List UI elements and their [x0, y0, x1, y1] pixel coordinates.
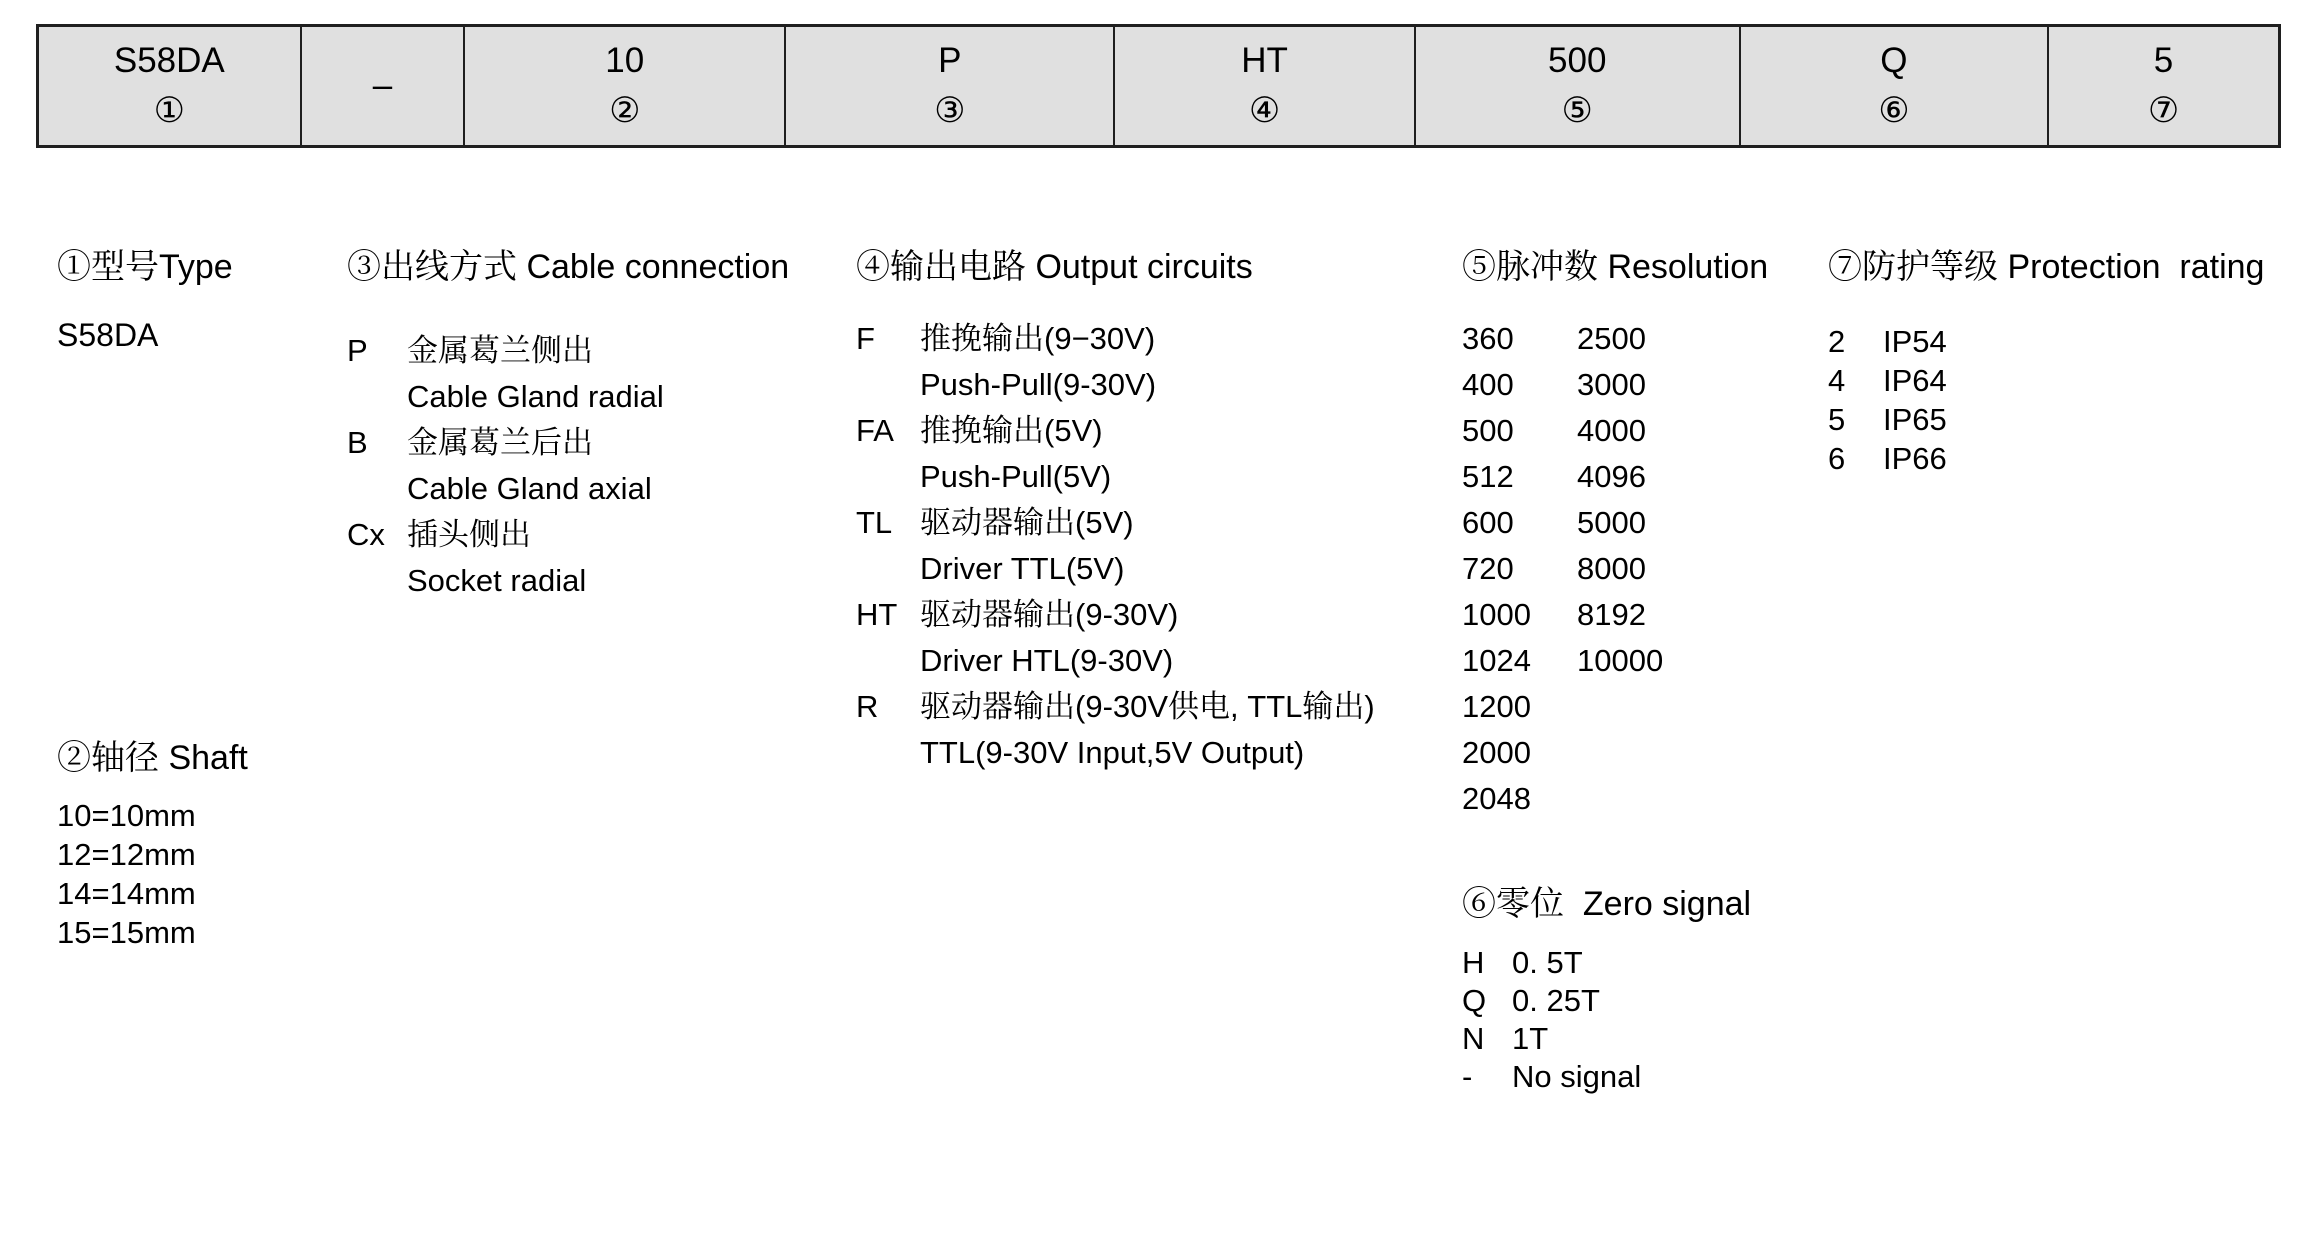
model-code-table [36, 24, 2281, 148]
section-protection-rating [1828, 247, 2264, 478]
section-zero-signal [1462, 884, 1751, 1096]
option-label-en: Cable Gland radial [407, 379, 664, 414]
option-label: IP65 [1883, 402, 1947, 437]
model-code-cell-protection [2049, 27, 2278, 145]
model-code-value: HT [1241, 41, 1288, 80]
option-label: 12=12mm [57, 837, 196, 872]
option-label-cn: 驱动器输出(9-30V) [920, 597, 1179, 632]
option-code: Cx [347, 517, 385, 552]
option-row [347, 466, 789, 512]
section-cable-connection [347, 247, 789, 604]
resolution-value: 2048 [1462, 781, 1531, 816]
option-row [856, 454, 1375, 500]
model-code-value: 10 [605, 41, 645, 80]
resolution-column-2 [1577, 316, 1663, 822]
section-title: ①型号Type [57, 248, 233, 286]
option-label-cn: 推挽输出(5V) [920, 413, 1103, 448]
option-label-cn: 插头侧出 [407, 517, 531, 552]
option-row [1828, 322, 2264, 361]
option-code-spacer [347, 374, 407, 420]
option-code: R [856, 689, 879, 724]
resolution-value: 500 [1462, 413, 1514, 448]
option-code: 6 [1828, 441, 1846, 476]
output-option-list [856, 316, 1375, 776]
resolution-columns [1462, 316, 1768, 822]
option-row [856, 730, 1375, 776]
section-type [57, 247, 233, 353]
resolution-value: 5000 [1577, 505, 1646, 540]
position-number: ④ [1248, 91, 1281, 130]
option-label: 10=10mm [57, 798, 196, 833]
option-row [856, 362, 1375, 408]
option-code: TL [856, 505, 893, 540]
model-code-cell-output [1115, 27, 1415, 145]
option-code-spacer [347, 466, 407, 512]
section-title: ②轴径 Shaft [57, 739, 248, 777]
model-code-cell-shaft [465, 27, 786, 145]
protection-option-list [1828, 322, 2264, 478]
option-row [57, 796, 248, 835]
option-label: 0. 25T [1512, 983, 1600, 1018]
option-label-en: Driver TTL(5V) [920, 551, 1125, 586]
cable-option-list [347, 328, 789, 604]
option-label: 15=15mm [57, 915, 196, 950]
option-row [347, 420, 789, 466]
resolution-value: 4096 [1577, 459, 1646, 494]
model-code-cell-cable [786, 27, 1115, 145]
option-code: 4 [1828, 363, 1846, 398]
resolution-value: 1024 [1462, 643, 1531, 678]
option-row [856, 638, 1375, 684]
option-code: H [1462, 945, 1485, 980]
option-row [1462, 982, 1751, 1020]
option-row [1828, 361, 2264, 400]
model-code-value: – [372, 66, 393, 105]
option-code-spacer [856, 362, 920, 408]
model-code-value: P [938, 41, 962, 80]
option-row [856, 546, 1375, 592]
option-label: No signal [1512, 1059, 1642, 1094]
option-code: P [347, 333, 368, 368]
section-output-circuits [856, 247, 1375, 776]
resolution-value: 2500 [1577, 321, 1646, 356]
position-number: ⑤ [1561, 91, 1593, 130]
shaft-option-list [57, 796, 248, 952]
option-label: IP54 [1883, 324, 1947, 359]
model-code-cell-dash [302, 27, 466, 145]
option-row [856, 684, 1375, 730]
resolution-value: 4000 [1577, 413, 1646, 448]
resolution-value: 10000 [1577, 643, 1664, 678]
option-label: IP64 [1883, 363, 1947, 398]
position-number: ① [153, 91, 186, 130]
option-row [57, 835, 248, 874]
option-label-en: TTL(9-30V Input,5V Output) [920, 735, 1305, 770]
option-code: Q [1462, 983, 1487, 1018]
option-code-spacer [347, 558, 407, 604]
type-model-value: S58DA [57, 317, 159, 353]
option-code: N [1462, 1021, 1485, 1056]
option-row [1462, 1020, 1751, 1058]
resolution-column-1 [1462, 316, 1577, 822]
option-row [856, 592, 1375, 638]
option-label-en: Driver HTL(9-30V) [920, 643, 1174, 678]
option-row [856, 500, 1375, 546]
resolution-value: 1000 [1462, 597, 1531, 632]
option-label: 1T [1512, 1021, 1549, 1056]
section-title: ⑥零位 Zero signal [1462, 885, 1752, 923]
zero-option-list [1462, 944, 1751, 1096]
option-row [1462, 1058, 1751, 1096]
model-code-cell-zero [1741, 27, 2049, 145]
section-shaft [57, 738, 248, 952]
model-code-value: 500 [1548, 41, 1607, 80]
option-label-en: Push-Pull(9-30V) [920, 367, 1157, 402]
position-number: ② [609, 91, 641, 130]
option-label-cn: 推挽输出(9−30V) [920, 321, 1156, 356]
option-label-cn: 金属葛兰侧出 [407, 333, 593, 368]
option-code-spacer [856, 730, 920, 776]
resolution-value: 600 [1462, 505, 1514, 540]
option-code: - [1462, 1059, 1473, 1094]
option-label: IP66 [1883, 441, 1947, 476]
option-code-spacer [856, 638, 920, 684]
option-label-cn: 金属葛兰后出 [407, 425, 593, 460]
option-row [347, 374, 789, 420]
option-row [1462, 944, 1751, 982]
option-code: F [856, 321, 875, 356]
option-row [347, 328, 789, 374]
option-label-en: Socket radial [407, 563, 587, 598]
model-code-cell-type [39, 27, 302, 145]
section-title: ⑤脉冲数 Resolution [1462, 248, 1769, 286]
position-number: ③ [934, 91, 966, 130]
option-label: 14=14mm [57, 876, 196, 911]
resolution-value: 8000 [1577, 551, 1646, 586]
option-label-cn: 驱动器输出(9-30V供电, TTL输出) [920, 689, 1375, 724]
option-row [57, 913, 248, 952]
resolution-value: 1200 [1462, 689, 1531, 724]
option-code-spacer [856, 546, 920, 592]
option-label-en: Push-Pull(5V) [920, 459, 1112, 494]
resolution-value: 400 [1462, 367, 1514, 402]
resolution-value: 8192 [1577, 597, 1646, 632]
option-row [347, 558, 789, 604]
option-label-en: Cable Gland axial [407, 471, 652, 506]
option-code: B [347, 425, 368, 460]
model-code-cell-resolution [1416, 27, 1741, 145]
option-row [1828, 439, 2264, 478]
option-code-spacer [856, 454, 920, 500]
option-row [856, 316, 1375, 362]
option-code: 2 [1828, 324, 1846, 359]
position-number: ⑥ [1878, 91, 1910, 130]
section-resolution [1462, 247, 1768, 822]
option-row [1828, 400, 2264, 439]
section-title: ③出线方式 Cable connection [347, 248, 790, 286]
option-label: 0. 5T [1512, 945, 1583, 980]
option-row [856, 408, 1375, 454]
model-code-value: Q [1880, 41, 1908, 80]
resolution-value: 720 [1462, 551, 1514, 586]
section-title: ④输出电路 Output circuits [856, 248, 1253, 286]
resolution-value: 3000 [1577, 367, 1646, 402]
option-row [57, 874, 248, 913]
option-code: HT [856, 597, 898, 632]
resolution-value: 2000 [1462, 735, 1531, 770]
section-title: ⑦防护等级 Protection rating [1828, 248, 2265, 286]
option-label-cn: 驱动器输出(5V) [920, 505, 1134, 540]
option-code: 5 [1828, 402, 1846, 437]
model-code-value: S58DA [113, 41, 225, 80]
model-code-value: 5 [2153, 41, 2174, 80]
option-code: FA [856, 413, 894, 448]
option-row [347, 512, 789, 558]
position-number: ⑦ [2147, 91, 2180, 130]
resolution-value: 360 [1462, 321, 1514, 356]
resolution-value: 512 [1462, 459, 1514, 494]
